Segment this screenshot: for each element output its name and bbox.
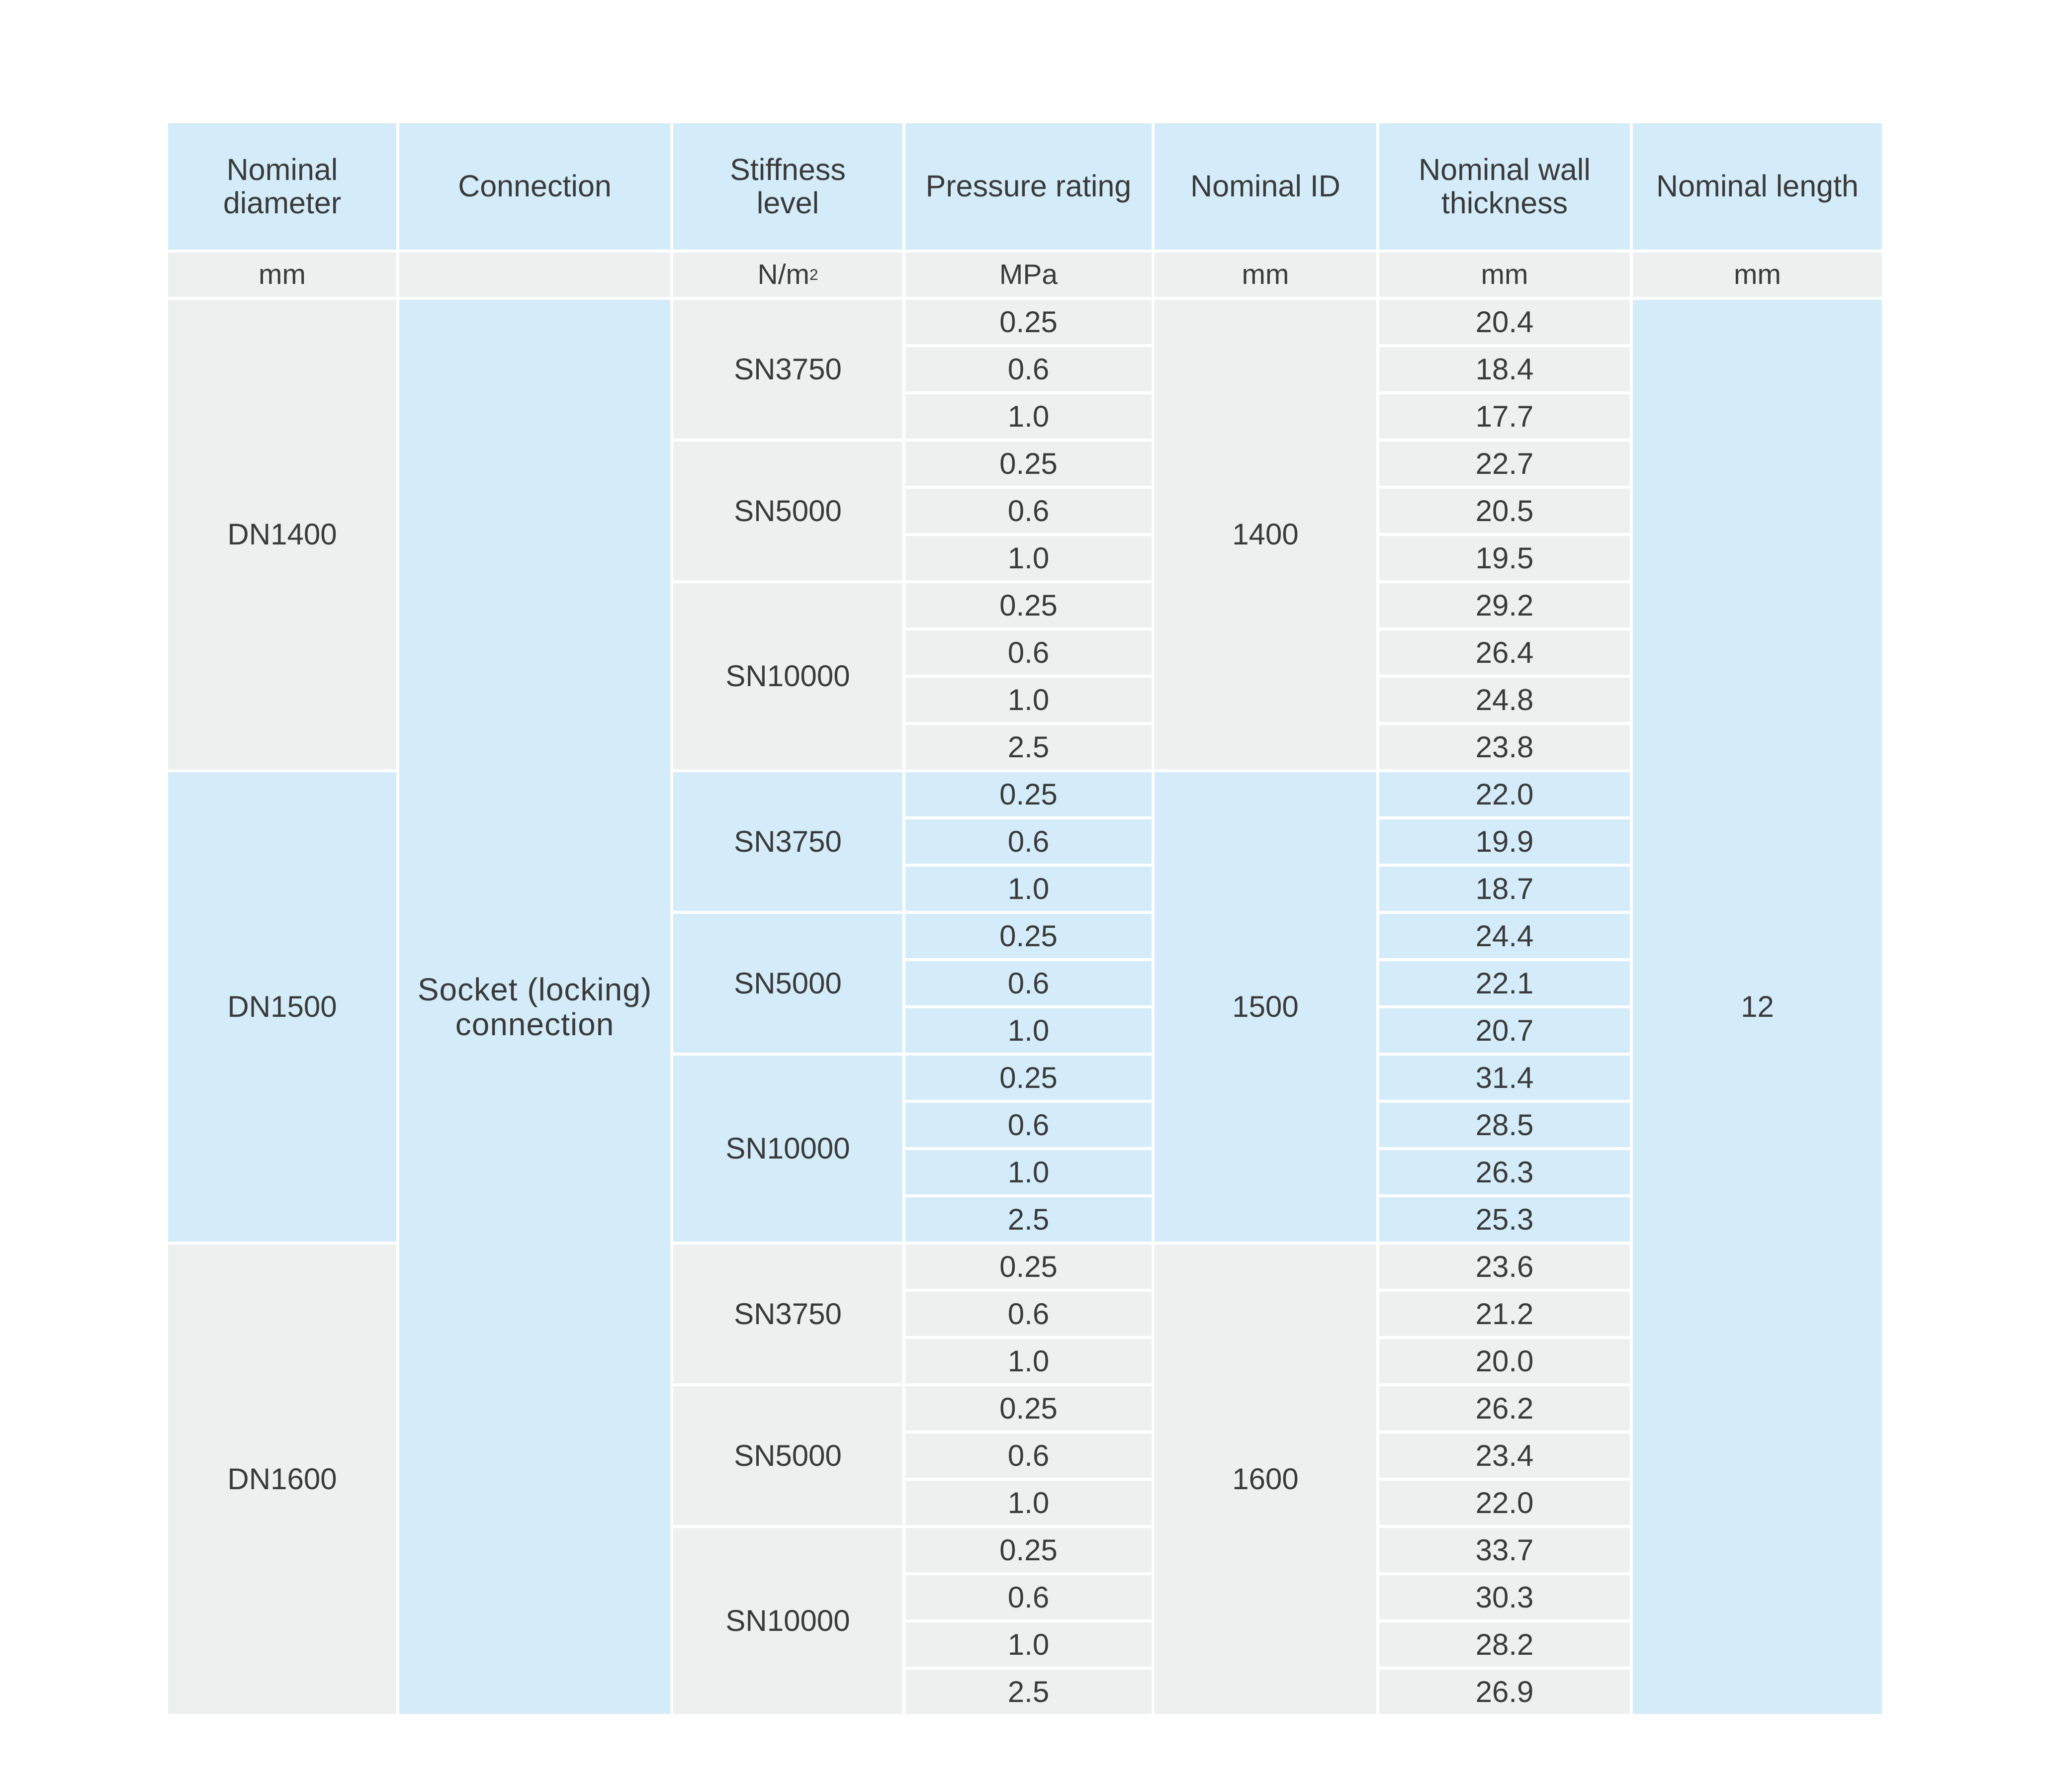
pressure-cell: 2.5 <box>904 1668 1153 1715</box>
wall-thickness-cell: 26.4 <box>1378 629 1631 676</box>
wall-thickness-cell: 18.4 <box>1378 346 1631 393</box>
pressure-cell: 0.6 <box>904 1432 1153 1479</box>
pressure-cell: 0.25 <box>904 1243 1153 1290</box>
wall-thickness-cell: 17.7 <box>1378 393 1631 440</box>
unit-cell: mm <box>1631 251 1883 298</box>
wall-thickness-cell: 22.0 <box>1378 1479 1631 1526</box>
wall-thickness-cell: 19.5 <box>1378 535 1631 582</box>
pressure-cell: 0.25 <box>904 1054 1153 1101</box>
diameter-cell: DN1600 <box>167 1243 398 1715</box>
diameter-cell: DN1500 <box>167 771 398 1243</box>
pressure-cell: 0.6 <box>904 629 1153 676</box>
pressure-cell: 2.5 <box>904 1196 1153 1243</box>
unit-cell: mm <box>1153 251 1378 298</box>
column-header: Pressure rating <box>904 122 1153 251</box>
wall-thickness-cell: 20.4 <box>1378 298 1631 346</box>
stiffness-cell: SN3750 <box>672 298 904 440</box>
wall-thickness-cell: 22.0 <box>1378 771 1631 818</box>
column-header: Connection <box>398 122 672 251</box>
wall-thickness-cell: 18.7 <box>1378 865 1631 912</box>
unit-cell: mm <box>1378 251 1631 298</box>
pressure-cell: 0.25 <box>904 582 1153 629</box>
wall-thickness-cell: 26.3 <box>1378 1149 1631 1196</box>
wall-thickness-cell: 20.7 <box>1378 1007 1631 1054</box>
wall-thickness-cell: 30.3 <box>1378 1574 1631 1621</box>
wall-thickness-cell: 23.6 <box>1378 1243 1631 1290</box>
pressure-cell: 0.6 <box>904 1101 1153 1149</box>
wall-thickness-cell: 28.2 <box>1378 1621 1631 1668</box>
pressure-cell: 0.6 <box>904 960 1153 1007</box>
wall-thickness-cell: 24.4 <box>1378 912 1631 960</box>
diameter-cell: DN1400 <box>167 298 398 771</box>
wall-thickness-cell: 19.9 <box>1378 818 1631 865</box>
pressure-cell: 0.25 <box>904 298 1153 346</box>
stiffness-cell: SN10000 <box>672 1054 904 1243</box>
wall-thickness-cell: 23.4 <box>1378 1432 1631 1479</box>
pressure-cell: 1.0 <box>904 1149 1153 1196</box>
wall-thickness-cell: 33.7 <box>1378 1526 1631 1574</box>
pressure-cell: 0.25 <box>904 771 1153 818</box>
stiffness-cell: SN10000 <box>672 1526 904 1715</box>
pressure-cell: 1.0 <box>904 865 1153 912</box>
column-header: Nominal ID <box>1153 122 1378 251</box>
wall-thickness-cell: 21.2 <box>1378 1290 1631 1338</box>
stiffness-cell: SN3750 <box>672 1243 904 1385</box>
connection-cell: Socket (locking) connection <box>398 298 672 1715</box>
stiffness-cell: SN3750 <box>672 771 904 912</box>
column-header: Nominal length <box>1631 122 1883 251</box>
pressure-cell: 1.0 <box>904 676 1153 723</box>
wall-thickness-cell: 22.1 <box>1378 960 1631 1007</box>
unit-cell: MPa <box>904 251 1153 298</box>
pressure-cell: 0.6 <box>904 487 1153 535</box>
wall-thickness-cell: 26.2 <box>1378 1385 1631 1432</box>
column-header: Nominal diameter <box>167 122 398 251</box>
pressure-cell: 1.0 <box>904 1338 1153 1385</box>
wall-thickness-cell: 25.3 <box>1378 1196 1631 1243</box>
pressure-cell: 0.6 <box>904 1290 1153 1338</box>
stiffness-cell: SN10000 <box>672 582 904 771</box>
pressure-cell: 0.6 <box>904 346 1153 393</box>
wall-thickness-cell: 24.8 <box>1378 676 1631 723</box>
pressure-cell: 0.25 <box>904 440 1153 487</box>
pressure-cell: 1.0 <box>904 393 1153 440</box>
pressure-cell: 0.25 <box>904 1526 1153 1574</box>
column-header: Nominal wall thickness <box>1378 122 1631 251</box>
pressure-cell: 0.25 <box>904 912 1153 960</box>
unit-cell: N/m 2 <box>672 251 904 298</box>
wall-thickness-cell: 23.8 <box>1378 723 1631 771</box>
pressure-cell: 1.0 <box>904 1007 1153 1054</box>
pressure-cell: 0.25 <box>904 1385 1153 1432</box>
wall-thickness-cell: 20.5 <box>1378 487 1631 535</box>
column-header: Stiffness level <box>672 122 904 251</box>
pressure-cell: 1.0 <box>904 1621 1153 1668</box>
pressure-cell: 0.6 <box>904 818 1153 865</box>
nominal-id-cell: 1600 <box>1153 1243 1378 1715</box>
stiffness-cell: SN5000 <box>672 912 904 1054</box>
wall-thickness-cell: 31.4 <box>1378 1054 1631 1101</box>
wall-thickness-cell: 28.5 <box>1378 1101 1631 1149</box>
pressure-cell: 1.0 <box>904 1479 1153 1526</box>
wall-thickness-cell: 22.7 <box>1378 440 1631 487</box>
nominal-length-cell: 12 <box>1631 298 1883 1715</box>
wall-thickness-cell: 29.2 <box>1378 582 1631 629</box>
nominal-id-cell: 1400 <box>1153 298 1378 771</box>
wall-thickness-cell: 20.0 <box>1378 1338 1631 1385</box>
pressure-cell: 0.6 <box>904 1574 1153 1621</box>
nominal-id-cell: 1500 <box>1153 771 1378 1243</box>
unit-cell: mm <box>167 251 398 298</box>
pressure-cell: 2.5 <box>904 723 1153 771</box>
stiffness-cell: SN5000 <box>672 440 904 582</box>
unit-cell <box>398 251 672 298</box>
stiffness-cell: SN5000 <box>672 1385 904 1526</box>
pressure-cell: 1.0 <box>904 535 1153 582</box>
wall-thickness-cell: 26.9 <box>1378 1668 1631 1715</box>
